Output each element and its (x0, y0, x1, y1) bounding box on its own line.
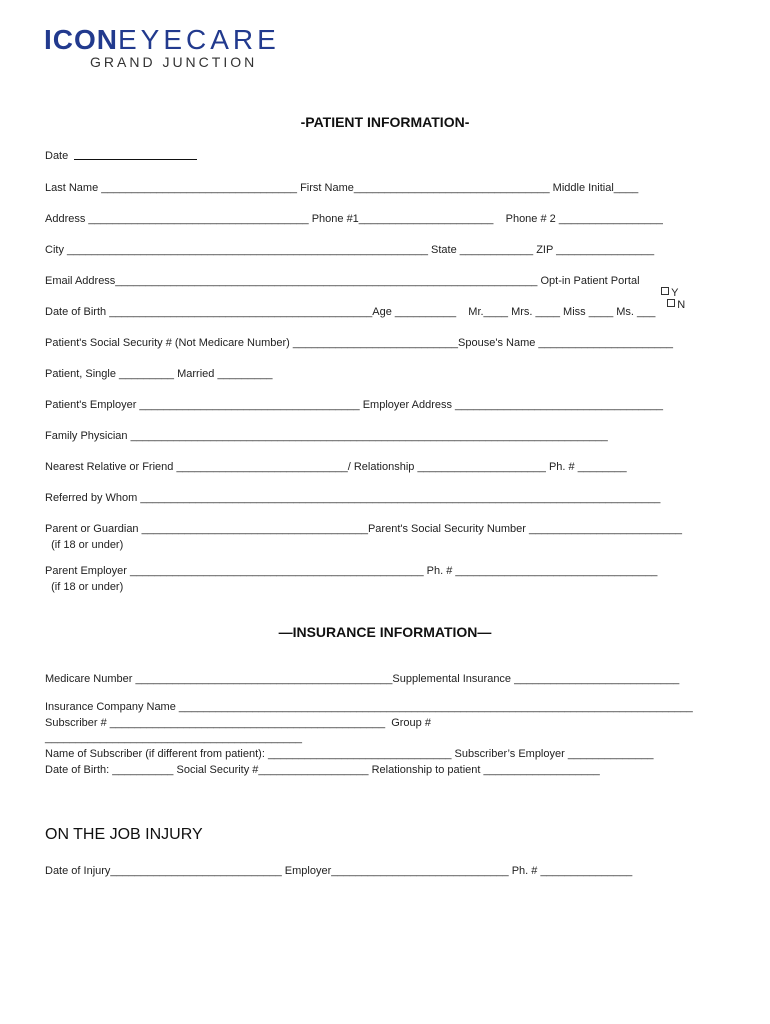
form-line-ssn[interactable]: Patient's Social Security # (Not Medicare Number) ___________________________Spouse's Name ______________________ (45, 337, 673, 349)
patient-section-title: -PATIENT INFORMATION- (300, 114, 470, 130)
job-injury-title: ON THE JOB INJURY (45, 826, 203, 843)
form-line-guardian[interactable]: Parent or Guardian _____________________________________Parent's Social Security Number _________________________ (45, 523, 682, 535)
date-field[interactable] (74, 159, 197, 160)
form-line-injury[interactable]: Date of Injury____________________________ Employer_____________________________ Ph. # _______________ (45, 865, 633, 877)
portal-yes-label: Y (671, 287, 679, 299)
form-line-marital[interactable]: Patient, Single _________ Married _________ (45, 368, 273, 380)
form-line-relative[interactable]: Nearest Relative or Friend ____________________________/ Relationship _____________________ Ph. # ________ (45, 461, 627, 473)
form-line-physician[interactable]: Family Physician ______________________________________________________________________________ (45, 430, 608, 442)
form-line-insurance-company[interactable]: Insurance Company Name ____________________________________________________________________________________ (45, 701, 693, 713)
portal-options[interactable] (655, 275, 685, 311)
logo-brand-light: EYECARE (118, 24, 280, 55)
form-line-blank[interactable]: __________________________________________ (45, 732, 302, 744)
portal-no-checkbox[interactable] (667, 299, 675, 307)
portal-yes-checkbox[interactable] (661, 287, 669, 295)
form-note-parent-employer: (if 18 or under) (45, 581, 124, 593)
form-line-subscriber[interactable]: Subscriber # _____________________________________________ Group # (45, 717, 431, 729)
insurance-section-title: —INSURANCE INFORMATION— (278, 624, 492, 640)
form-line-dob[interactable]: Date of Birth ___________________________________________Age __________ Mr.____ Mrs. ____ Miss ____ Ms. ___ (45, 306, 656, 318)
logo-location: GRAND JUNCTION (90, 54, 258, 70)
form-line-parent-employer[interactable]: Parent Employer ________________________________________________ Ph. # _________________________________ (45, 565, 658, 577)
form-line-address[interactable]: Address ____________________________________ Phone #1______________________ Phone # 2 _________________ (45, 213, 663, 225)
brand-logo (44, 24, 304, 74)
form-line-name[interactable]: Last Name ________________________________ First Name________________________________ Middle Initial____ (45, 182, 639, 194)
form-line-referred[interactable]: Referred by Whom _____________________________________________________________________________________ (45, 492, 661, 504)
date-label: Date (45, 150, 69, 162)
form-line-subscriber-name[interactable]: Name of Subscriber (if different from patient): ______________________________ Subscriber’s Employer ______________ (45, 748, 654, 760)
form-line-subscriber-dob[interactable]: Date of Birth: __________ Social Security #__________________ Relationship to patient ___________________ (45, 764, 600, 776)
form-note-guardian: (if 18 or under) (45, 539, 124, 551)
logo-brand-bold: ICON (44, 24, 118, 55)
portal-no-label: N (677, 299, 686, 311)
form-line-employer[interactable]: Patient's Employer ____________________________________ Employer Address __________________________________ (45, 399, 664, 411)
form-line-city[interactable]: City ___________________________________________________________ State ____________ ZIP ________________ (45, 244, 655, 256)
form-line-email[interactable]: Email Address_____________________________________________________________________ Opt-in Patient Portal (45, 275, 640, 287)
form-line-medicare[interactable]: Medicare Number __________________________________________Supplemental Insurance ___________________________ (45, 673, 680, 685)
